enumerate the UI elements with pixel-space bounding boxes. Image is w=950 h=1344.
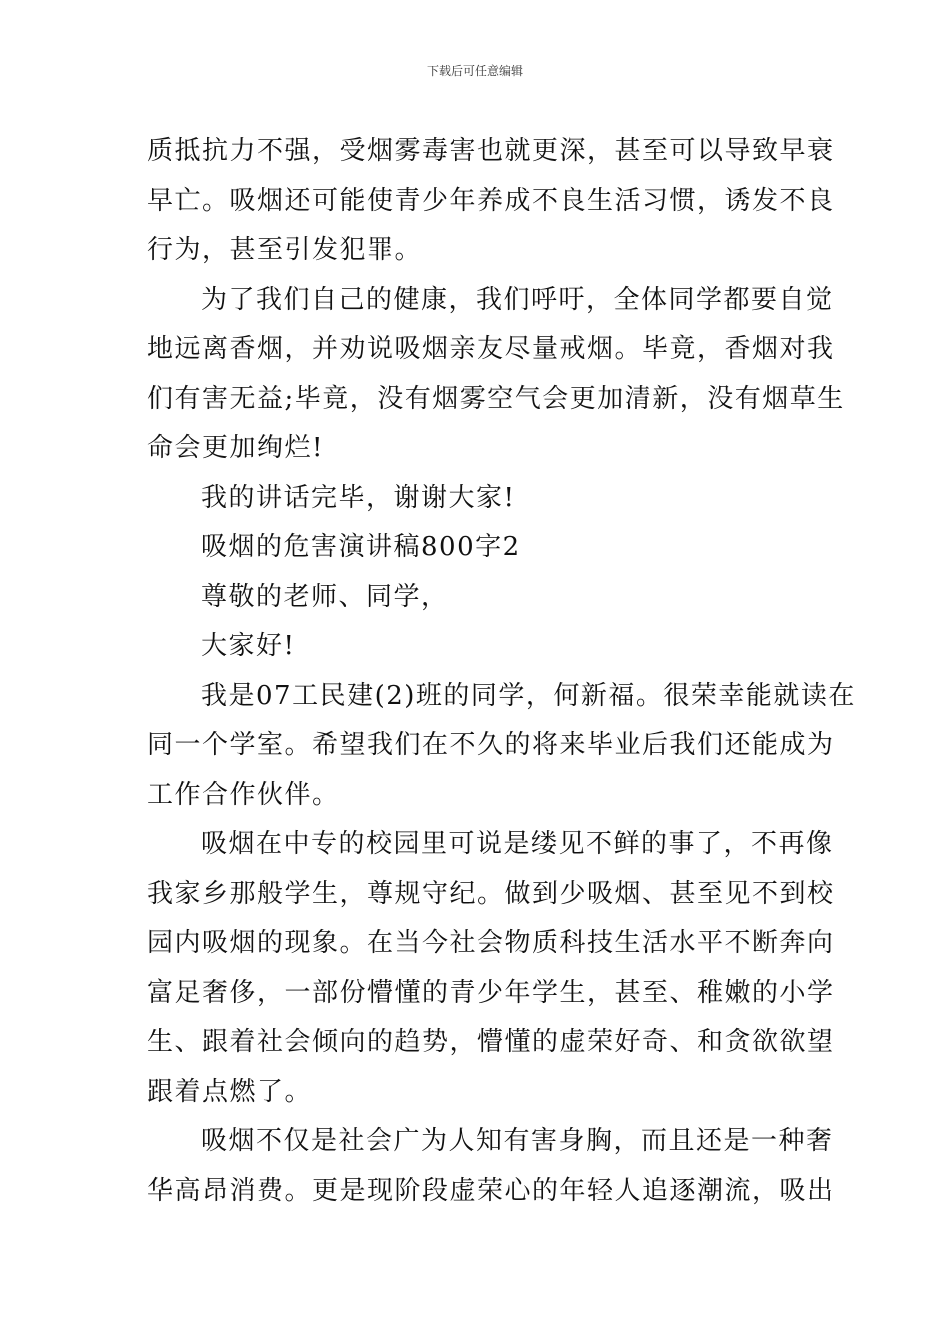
text-line: 园内吸烟的现象。在当今社会物质科技生活水平不断奔向 — [147, 928, 835, 958]
paragraph-4-heading — [147, 523, 807, 573]
text-line: 跟着点燃了。 — [147, 1076, 313, 1107]
paragraph-9 — [147, 1117, 835, 1216]
text-line: 吸烟在中专的校园里可说是缕见不鲜的事了，不再像 — [201, 829, 834, 859]
document-body — [147, 127, 856, 1216]
paragraph-5-salutation — [147, 573, 807, 623]
text-line: 工作合作伙伴。 — [147, 779, 340, 810]
paragraph-7 — [147, 672, 856, 821]
text-line: 富足奢侈，一部份懵懂的青少年学生，甚至、稚嫩的小学 — [147, 977, 835, 1008]
text-line: 行为，甚至引发犯罪。 — [147, 235, 423, 265]
text-line: 质抵抗力不强，受烟雾毒害也就更深，甚至可以导致早衰 — [147, 136, 835, 166]
text-line: 早亡。吸烟还可能使青少年养成不良生活习惯，诱发不良 — [147, 185, 835, 216]
paragraph-2 — [147, 276, 845, 474]
text-line: 地远离香烟，并劝说吸烟亲友尽量戒烟。毕竟，香烟对我 — [147, 334, 835, 364]
text-line: 生、跟着社会倾向的趋势，懵懂的虚荣好奇、和贪欲欲望 — [147, 1027, 835, 1057]
text-line: 华高昂消费。更是现阶段虚荣心的年轻人追逐潮流，吸出 — [147, 1175, 835, 1206]
text-line: 吸烟不仅是社会广为人知有害身胸，而且还是一种奢 — [201, 1126, 834, 1156]
paragraph-1 — [147, 127, 835, 276]
text-line: 命会更加绚烂! — [147, 433, 324, 463]
paragraph-6-greeting — [147, 622, 807, 672]
text-line: 大家好! — [201, 631, 296, 661]
text-line: 为了我们自己的健康，我们呼吁，全体同学都要自觉 — [201, 284, 834, 315]
text-line: 吸烟的危害演讲稿800字2 — [201, 532, 521, 562]
paragraph-8 — [147, 820, 835, 1117]
text-line: 我家乡那般学生，尊规守纪。做到少吸烟、甚至见不到校 — [147, 878, 835, 909]
text-line: 尊敬的老师、同学， — [201, 581, 449, 612]
text-line: 同一个学室。希望我们在不久的将来毕业后我们还能成为 — [147, 730, 835, 760]
text-line: 我的讲话完毕，谢谢大家! — [201, 482, 516, 513]
text-line: 我是07工民建(2)班的同学，何新福。很荣幸能就读在 — [201, 680, 856, 711]
text-line: 们有害无益;毕竟，没有烟雾空气会更加清新，没有烟草生 — [147, 383, 845, 414]
paragraph-3 — [147, 474, 807, 524]
page-header: 下载后可任意编辑 — [426, 64, 523, 78]
